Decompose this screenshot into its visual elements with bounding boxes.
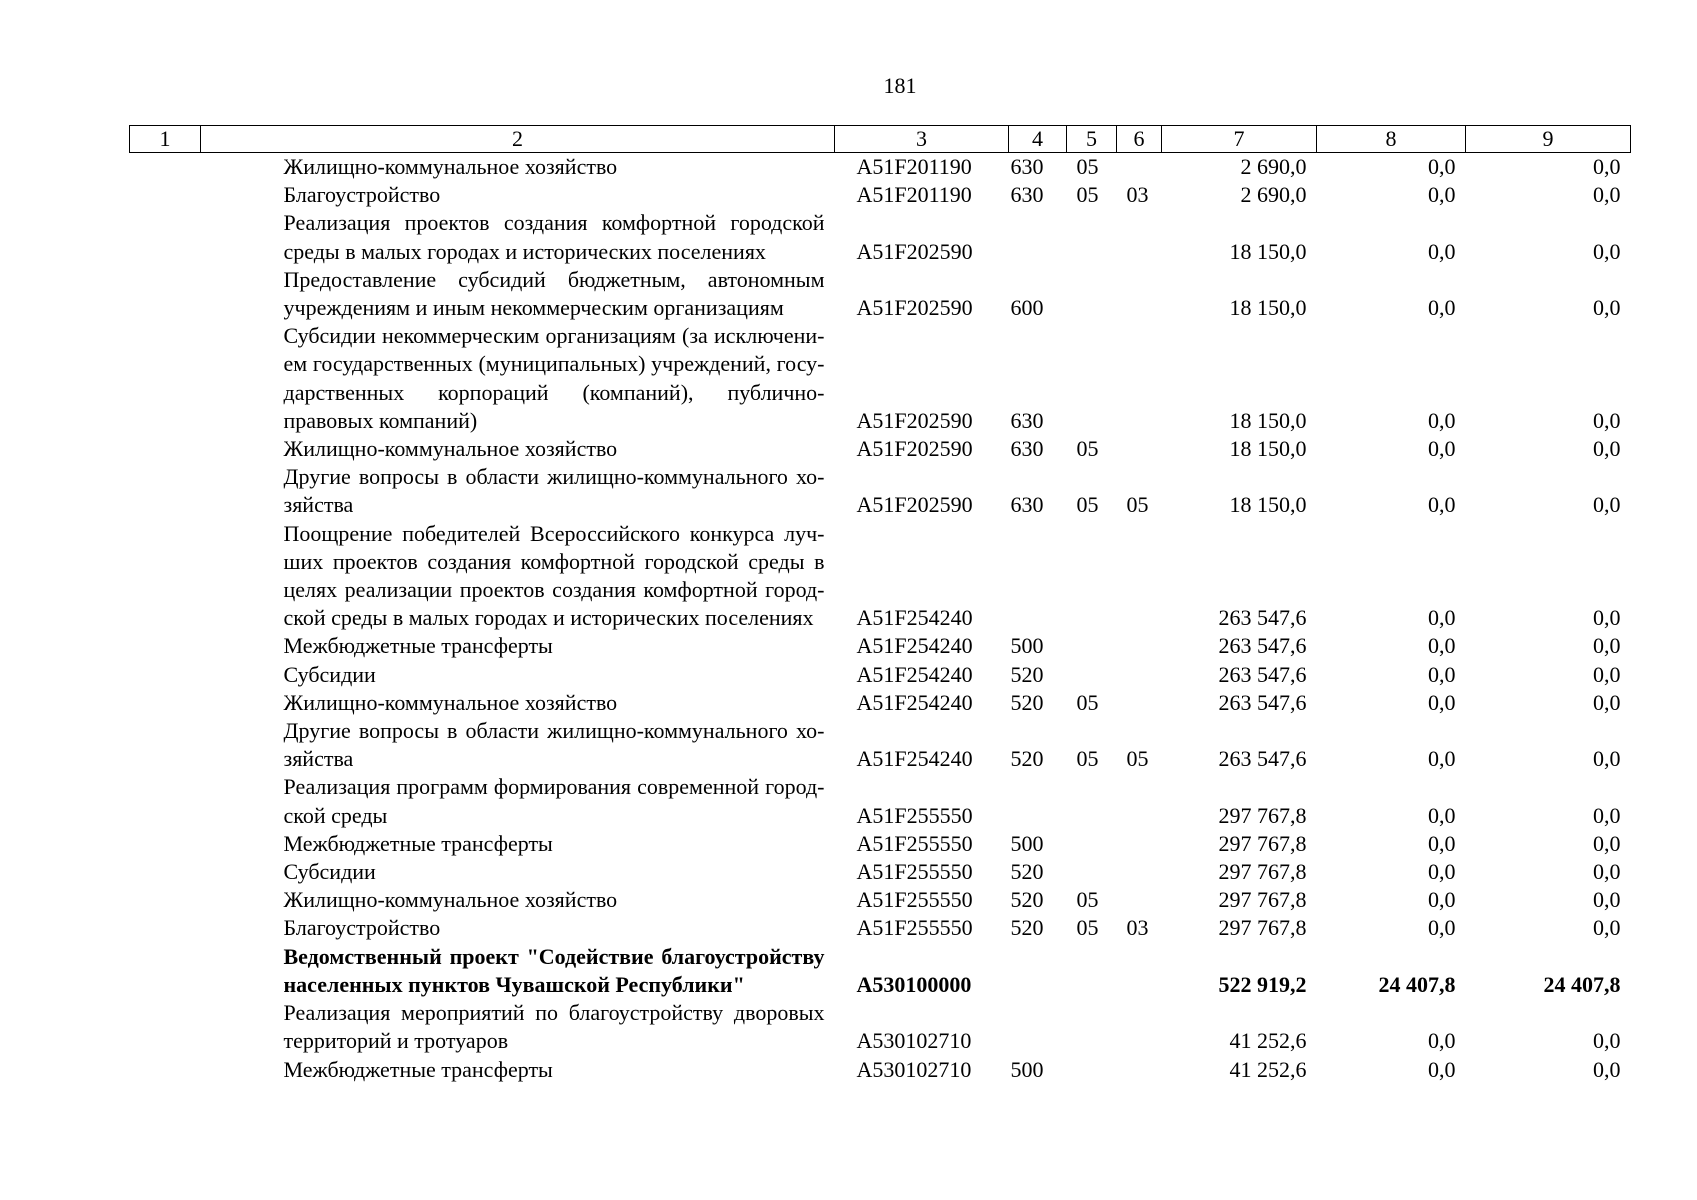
amount-col-8-cell: 0,0 xyxy=(1428,689,1456,715)
row-number-cell xyxy=(130,632,201,660)
target-code-cell: А51F255550 xyxy=(856,859,973,885)
row-number-cell xyxy=(130,153,201,182)
amount-col-7-cell: 297 767,8 xyxy=(1218,887,1307,913)
section-cell xyxy=(1067,1056,1117,1084)
target-code-cell: А51F254240 xyxy=(856,605,973,631)
amount-col-8-cell: 0,0 xyxy=(1428,492,1456,518)
section-cell: 05 xyxy=(1076,182,1099,208)
item-name-cell: Реализация программ формирования современной городской среды xyxy=(283,774,825,828)
amount-col-9-cell: 0,0 xyxy=(1593,802,1621,828)
amount-col-7-cell: 18 150,0 xyxy=(1229,238,1307,264)
amount-col-7-cell: 18 150,0 xyxy=(1229,295,1307,321)
target-code-cell: А51F255550 xyxy=(856,830,973,856)
section-cell xyxy=(1067,632,1117,660)
subsection-cell xyxy=(1117,661,1162,689)
amount-col-8-cell: 0,0 xyxy=(1428,746,1456,772)
expense-type-cell: 520 xyxy=(1010,746,1044,772)
section-cell xyxy=(1067,830,1117,858)
header-col-9: 9 xyxy=(1466,126,1631,153)
header-col-2: 2 xyxy=(201,126,835,153)
expense-type-cell: 520 xyxy=(1010,689,1044,715)
item-name-cell: Субсидии некоммерческим организациям (за исключением государственных (муниципальных) учреждений, государственных корпораций (компаний), публично-правовых компаний) xyxy=(283,323,825,433)
row-number-cell xyxy=(130,858,201,886)
item-name-cell: Субсидии xyxy=(283,661,376,687)
expense-type-cell: 520 xyxy=(1010,661,1044,687)
row-number-cell xyxy=(130,717,201,773)
header-col-7: 7 xyxy=(1162,126,1317,153)
expense-type-cell xyxy=(1009,209,1067,265)
item-name-cell: Предоставление субсидий бюджетным, автономным учреждениям и иным некоммерческим организациям xyxy=(283,266,825,321)
target-code-cell: А530102710 xyxy=(856,1056,972,1082)
amount-col-9-cell: 0,0 xyxy=(1593,238,1621,264)
target-code-cell: А530100000 xyxy=(856,971,972,997)
target-code-cell: А51F201190 xyxy=(856,182,972,208)
table-row xyxy=(130,181,1631,209)
item-name-cell: Жилищно-коммунальное хозяйство xyxy=(283,689,618,715)
table-row xyxy=(130,886,1631,914)
amount-col-9-cell: 0,0 xyxy=(1593,887,1621,913)
item-name-cell: Межбюджетные трансферты xyxy=(283,830,553,856)
section-cell xyxy=(1067,858,1117,886)
row-number-cell xyxy=(130,435,201,463)
expense-type-cell: 630 xyxy=(1010,407,1044,433)
section-cell: 05 xyxy=(1076,436,1099,462)
amount-col-8-cell: 0,0 xyxy=(1428,915,1456,941)
row-number-cell xyxy=(130,830,201,858)
amount-col-9-cell: 0,0 xyxy=(1593,915,1621,941)
subsection-cell xyxy=(1117,1056,1162,1084)
target-code-cell: А51F254240 xyxy=(856,661,973,687)
row-number-cell xyxy=(130,209,201,265)
expense-type-cell: 600 xyxy=(1010,295,1044,321)
row-number-cell xyxy=(130,520,201,633)
amount-col-9-cell: 0,0 xyxy=(1593,689,1621,715)
table-row xyxy=(130,830,1631,858)
header-col-8: 8 xyxy=(1317,126,1466,153)
amount-col-7-cell: 263 547,6 xyxy=(1218,633,1307,659)
section-cell: 05 xyxy=(1076,746,1099,772)
subsection-cell: 05 xyxy=(1126,746,1149,772)
amount-col-8-cell: 0,0 xyxy=(1428,830,1456,856)
subsection-cell xyxy=(1117,999,1162,1055)
expense-type-cell: 500 xyxy=(1010,633,1044,659)
target-code-cell: А51F202590 xyxy=(856,238,973,264)
amount-col-8-cell: 0,0 xyxy=(1428,1028,1456,1054)
item-name-cell: Благоустройство xyxy=(283,915,441,941)
item-name-cell: Межбюджетные трансферты xyxy=(283,1056,553,1082)
subsection-cell xyxy=(1117,773,1162,829)
expense-type-cell: 630 xyxy=(1010,436,1044,462)
amount-col-7-cell: 41 252,6 xyxy=(1229,1056,1307,1082)
amount-col-7-cell: 263 547,6 xyxy=(1218,746,1307,772)
subsection-cell xyxy=(1117,435,1162,463)
row-number-cell xyxy=(130,661,201,689)
amount-col-7-cell: 297 767,8 xyxy=(1218,830,1307,856)
expense-type-cell xyxy=(1009,943,1067,999)
section-cell: 05 xyxy=(1076,492,1099,518)
target-code-cell: А51F202590 xyxy=(856,436,973,462)
row-number-cell xyxy=(130,914,201,942)
target-code-cell: А530102710 xyxy=(856,1028,972,1054)
target-code-cell: А51F201190 xyxy=(856,154,972,179)
amount-col-9-cell: 0,0 xyxy=(1593,605,1621,631)
target-code-cell: А51F255550 xyxy=(856,915,973,941)
target-code-cell: А51F254240 xyxy=(856,633,973,659)
expense-type-cell: 630 xyxy=(1010,182,1044,208)
table-row xyxy=(130,1056,1631,1084)
amount-col-8-cell: 0,0 xyxy=(1428,436,1456,462)
row-number-cell xyxy=(130,773,201,829)
amount-col-9-cell: 0,0 xyxy=(1593,661,1621,687)
row-number-cell xyxy=(130,999,201,1055)
section-cell xyxy=(1067,999,1117,1055)
expense-type-cell: 500 xyxy=(1010,1056,1044,1082)
subsection-cell: 03 xyxy=(1126,182,1149,208)
row-number-cell xyxy=(130,181,201,209)
amount-col-9-cell: 0,0 xyxy=(1593,830,1621,856)
row-number-cell xyxy=(130,689,201,717)
target-code-cell: А51F202590 xyxy=(856,295,973,321)
section-cell xyxy=(1067,943,1117,999)
subsection-cell xyxy=(1117,520,1162,633)
item-name-cell: Поощрение победителей Всероссийского конкурса лучших проектов создания комфортной городской среды в целях реализации проектов создания комфортной городской среды в малых городах и исторических поселениях xyxy=(283,520,825,631)
item-name-cell: Субсидии xyxy=(283,859,376,885)
item-name-cell: Жилищно-коммунальное хозяйство xyxy=(283,436,618,462)
amount-col-7-cell: 18 150,0 xyxy=(1229,492,1307,518)
table-row xyxy=(130,689,1631,717)
item-name-cell: Жилищно-коммунальное хозяйство xyxy=(283,154,618,179)
section-cell: 05 xyxy=(1076,887,1099,913)
amount-col-8-cell: 24 407,8 xyxy=(1378,971,1456,997)
item-name-cell: Межбюджетные трансферты xyxy=(283,633,553,659)
amount-col-8-cell: 0,0 xyxy=(1428,238,1456,264)
header-col-4: 4 xyxy=(1009,126,1067,153)
target-code-cell: А51F202590 xyxy=(856,492,973,518)
amount-col-8-cell: 0,0 xyxy=(1428,661,1456,687)
subsection-cell xyxy=(1117,830,1162,858)
header-col-5: 5 xyxy=(1067,126,1117,153)
expense-type-cell xyxy=(1009,520,1067,633)
subsection-cell xyxy=(1117,209,1162,265)
amount-col-9-cell: 0,0 xyxy=(1593,1056,1621,1082)
header-col-1: 1 xyxy=(130,126,201,153)
table-row xyxy=(130,209,1631,265)
row-number-cell xyxy=(130,463,201,519)
amount-col-8-cell: 0,0 xyxy=(1428,154,1456,179)
table-row xyxy=(130,717,1631,773)
item-name-cell: Жилищно-коммунальное хозяйство xyxy=(283,887,618,913)
amount-col-7-cell: 18 150,0 xyxy=(1229,407,1307,433)
expense-type-cell: 630 xyxy=(1010,492,1044,518)
table-row xyxy=(130,153,1631,182)
amount-col-8-cell: 0,0 xyxy=(1428,605,1456,631)
amount-col-7-cell: 2 690,0 xyxy=(1240,182,1307,208)
subsection-cell xyxy=(1117,266,1162,322)
section-cell xyxy=(1067,520,1117,633)
amount-col-9-cell: 0,0 xyxy=(1593,492,1621,518)
subsection-cell xyxy=(1117,632,1162,660)
target-code-cell: А51F254240 xyxy=(856,746,973,772)
amount-col-9-cell: 0,0 xyxy=(1593,407,1621,433)
table-row xyxy=(130,463,1631,519)
expense-type-cell: 520 xyxy=(1010,859,1044,885)
subsection-cell xyxy=(1117,886,1162,914)
amount-col-9-cell: 0,0 xyxy=(1593,633,1621,659)
expense-type-cell xyxy=(1009,999,1067,1055)
header-col-6: 6 xyxy=(1117,126,1162,153)
amount-col-9-cell: 0,0 xyxy=(1593,295,1621,321)
table-row xyxy=(130,773,1631,829)
row-number-cell xyxy=(130,886,201,914)
row-number-cell xyxy=(130,322,201,435)
table-row xyxy=(130,322,1631,435)
section-cell xyxy=(1067,266,1117,322)
amount-col-8-cell: 0,0 xyxy=(1428,407,1456,433)
item-name-cell: Другие вопросы в области жилищно-коммунального хозяйства xyxy=(283,718,825,772)
section-cell xyxy=(1067,209,1117,265)
amount-col-9-cell: 0,0 xyxy=(1593,436,1621,462)
table-row xyxy=(130,632,1631,660)
table-header xyxy=(130,126,1631,153)
table-row xyxy=(130,914,1631,942)
amount-col-8-cell: 0,0 xyxy=(1428,633,1456,659)
amount-col-8-cell: 0,0 xyxy=(1428,887,1456,913)
amount-col-9-cell: 24 407,8 xyxy=(1543,971,1621,997)
amount-col-9-cell: 0,0 xyxy=(1593,154,1621,179)
section-cell xyxy=(1067,661,1117,689)
table-row xyxy=(130,435,1631,463)
subsection-cell: 03 xyxy=(1126,915,1149,941)
subsection-cell xyxy=(1117,689,1162,717)
table-row xyxy=(130,858,1631,886)
subsection-cell xyxy=(1117,153,1162,182)
amount-col-8-cell: 0,0 xyxy=(1428,802,1456,828)
subsection-cell xyxy=(1117,858,1162,886)
section-cell xyxy=(1067,773,1117,829)
section-cell: 05 xyxy=(1076,154,1099,179)
target-code-cell: А51F255550 xyxy=(856,887,973,913)
amount-col-7-cell: 263 547,6 xyxy=(1218,661,1307,687)
item-name-cell: Другие вопросы в области жилищно-коммунального хозяйства xyxy=(283,464,825,518)
table-row xyxy=(130,520,1631,633)
target-code-cell: А51F202590 xyxy=(856,407,973,433)
item-name-cell: Благоустройство xyxy=(283,182,441,208)
amount-col-7-cell: 2 690,0 xyxy=(1240,154,1307,179)
amount-col-9-cell: 0,0 xyxy=(1593,746,1621,772)
section-cell: 05 xyxy=(1076,915,1099,941)
amount-col-7-cell: 522 919,2 xyxy=(1218,971,1307,997)
subsection-cell xyxy=(1117,943,1162,999)
amount-col-7-cell: 263 547,6 xyxy=(1218,605,1307,631)
amount-col-8-cell: 0,0 xyxy=(1428,182,1456,208)
header-col-3: 3 xyxy=(835,126,1009,153)
amount-col-8-cell: 0,0 xyxy=(1428,859,1456,885)
subsection-cell: 05 xyxy=(1126,492,1149,518)
section-cell xyxy=(1067,322,1117,435)
page-number: 181 xyxy=(883,73,917,98)
amount-col-7-cell: 297 767,8 xyxy=(1218,859,1307,885)
subsection-cell xyxy=(1117,322,1162,435)
row-number-cell xyxy=(130,1056,201,1084)
amount-col-9-cell: 0,0 xyxy=(1593,859,1621,885)
expense-type-cell: 520 xyxy=(1010,915,1044,941)
table-body xyxy=(130,153,1631,1084)
header-row xyxy=(130,126,1631,153)
section-cell: 05 xyxy=(1076,689,1099,715)
table-row xyxy=(130,661,1631,689)
budget-table xyxy=(129,125,1631,1084)
target-code-cell: А51F254240 xyxy=(856,689,973,715)
table-row xyxy=(130,266,1631,322)
expense-type-cell: 630 xyxy=(1010,154,1044,179)
amount-col-8-cell: 0,0 xyxy=(1428,1056,1456,1082)
table-row xyxy=(130,943,1631,999)
row-number-cell xyxy=(130,266,201,322)
item-name-cell: Реализация мероприятий по благоустройству дворовых территорий и тротуаров xyxy=(283,1000,825,1054)
item-name-cell: Реализация проектов создания комфортной городской среды в малых городах и исторических поселениях xyxy=(283,210,825,264)
amount-col-7-cell: 297 767,8 xyxy=(1218,915,1307,941)
amount-col-7-cell: 41 252,6 xyxy=(1229,1028,1307,1054)
target-code-cell: А51F255550 xyxy=(856,802,973,828)
amount-col-7-cell: 297 767,8 xyxy=(1218,802,1307,828)
amount-col-9-cell: 0,0 xyxy=(1593,182,1621,208)
row-number-cell xyxy=(130,943,201,999)
amount-col-7-cell: 18 150,0 xyxy=(1229,436,1307,462)
expense-type-cell xyxy=(1009,773,1067,829)
expense-type-cell: 500 xyxy=(1010,830,1044,856)
amount-col-7-cell: 263 547,6 xyxy=(1218,689,1307,715)
amount-col-8-cell: 0,0 xyxy=(1428,295,1456,321)
expense-type-cell: 520 xyxy=(1010,887,1044,913)
item-name-cell: Ведомственный проект "Содействие благоустройству населенных пунктов Чувашской Республики" xyxy=(283,943,825,997)
table-row xyxy=(130,999,1631,1055)
amount-col-9-cell: 0,0 xyxy=(1593,1028,1621,1054)
